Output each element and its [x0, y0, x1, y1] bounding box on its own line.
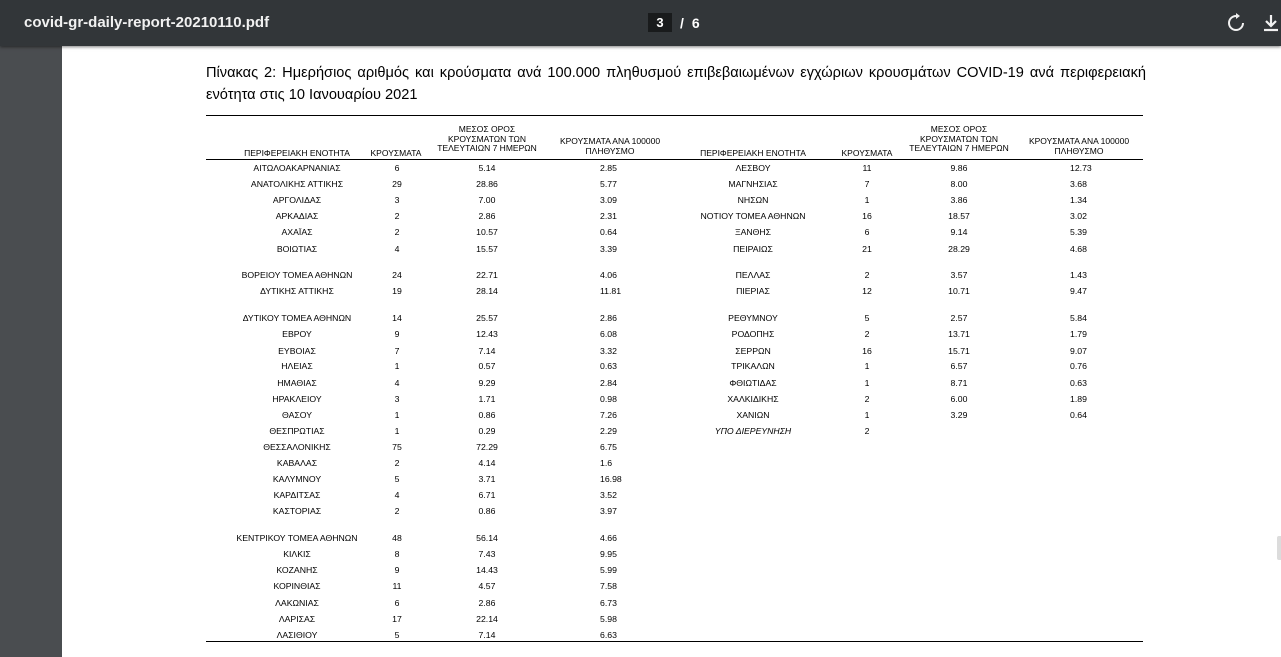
- cell-cases: 4: [394, 244, 400, 254]
- cell-avg7: 3.86: [950, 195, 968, 205]
- cell-region: ΑΡΚΑΔΙΑΣ: [275, 211, 319, 221]
- cell-region: ΜΑΓΝΗΣΙΑΣ: [728, 179, 778, 189]
- cell-avg7: 8.00: [950, 179, 968, 189]
- cell-avg7: 3.57: [950, 270, 968, 280]
- cell-avg7: 22.14: [476, 614, 498, 624]
- cell-cases: 17: [392, 614, 402, 624]
- cell-region: ΑΧΑΪΑΣ: [281, 227, 313, 237]
- cell-region: ΗΡΑΚΛΕΙΟΥ: [272, 394, 322, 404]
- cell-per100k: 0.64: [1070, 410, 1087, 420]
- cell-cases: 1: [864, 195, 870, 205]
- cell-cases: 1: [864, 378, 870, 388]
- cell-cases: 8: [394, 549, 400, 559]
- cell-region: ΞΑΝΘΗΣ: [734, 227, 772, 237]
- cell-per100k: 16.98: [600, 474, 622, 484]
- cell-region: ΚΕΝΤΡΙΚΟΥ ΤΟΜΕΑ ΑΘΗΝΩΝ: [236, 533, 358, 543]
- cell-cases: 29: [392, 179, 402, 189]
- cell-cases: 2: [864, 270, 870, 280]
- cell-region: ΧΑΛΚΙΔΙΚΗΣ: [727, 394, 779, 404]
- cell-region: ΚΟΖΑΝΗΣ: [276, 565, 318, 575]
- cell-cases: 4: [394, 378, 400, 388]
- cell-per100k: 3.68: [1070, 179, 1087, 189]
- cell-region: ΣΕΡΡΩΝ: [735, 346, 771, 356]
- cell-per100k: 12.73: [1070, 163, 1092, 173]
- cell-avg7: 2.86: [478, 598, 496, 608]
- header-rate-left: ΚΡΟΥΣΜΑΤΑ ΑΝΑ 100000 ΠΛΗΘΥΣΜΟ: [559, 136, 661, 156]
- cell-per100k: 4.66: [600, 533, 617, 543]
- cell-region: ΦΘΙΩΤΙΔΑΣ: [729, 378, 777, 388]
- page-number-input[interactable]: 3: [648, 13, 672, 32]
- cell-avg7: 9.29: [478, 378, 496, 388]
- cell-cases: 2: [394, 227, 400, 237]
- document-title: covid-gr-daily-report-20210110.pdf: [24, 14, 270, 31]
- cell-avg7: 28.29: [948, 244, 970, 254]
- cell-per100k: 5.99: [600, 565, 617, 575]
- cell-region: ΒΟΡΕΙΟΥ ΤΟΜΕΑ ΑΘΗΝΩΝ: [241, 270, 353, 280]
- cell-region: ΔΥΤΙΚΗΣ ΑΤΤΙΚΗΣ: [260, 286, 334, 296]
- cell-cases: 3: [394, 394, 400, 404]
- cell-per100k: 3.52: [600, 490, 617, 500]
- cell-avg7: 1.71: [478, 394, 496, 404]
- cell-avg7: 10.71: [948, 286, 970, 296]
- viewer-margin: [0, 46, 62, 657]
- cell-per100k: 9.07: [1070, 346, 1087, 356]
- cell-avg7: 56.14: [476, 533, 498, 543]
- cell-avg7: 7.14: [478, 630, 496, 640]
- cell-cases: 11: [392, 581, 402, 591]
- cell-per100k: 1.79: [1070, 329, 1087, 339]
- pdf-page: [62, 46, 1281, 657]
- cell-per100k: 2.29: [600, 426, 617, 436]
- cell-per100k: 3.02: [1070, 211, 1087, 221]
- cell-avg7: 5.14: [478, 163, 496, 173]
- cell-avg7: 9.14: [950, 227, 968, 237]
- cell-per100k: 6.63: [600, 630, 617, 640]
- cell-avg7: 7.43: [478, 549, 496, 559]
- cell-region: ΠΕΙΡΑΙΩΣ: [733, 244, 773, 254]
- cell-region: ΥΠΟ ΔΙΕΡΕΥΝΗΣΗ: [714, 426, 792, 436]
- cell-avg7: 15.71: [948, 346, 970, 356]
- cell-avg7: 4.14: [478, 458, 496, 468]
- cell-avg7: 13.71: [948, 329, 970, 339]
- rotate-icon[interactable]: [1225, 12, 1247, 34]
- cell-avg7: 28.86: [476, 179, 498, 189]
- cell-avg7: 25.57: [476, 313, 498, 323]
- cell-per100k: 7.26: [600, 410, 617, 420]
- cell-per100k: 0.98: [600, 394, 617, 404]
- cell-per100k: 0.64: [600, 227, 617, 237]
- cell-avg7: 10.57: [476, 227, 498, 237]
- cell-avg7: 22.71: [476, 270, 498, 280]
- cell-per100k: 2.84: [600, 378, 617, 388]
- cell-cases: 16: [862, 346, 872, 356]
- cell-cases: 2: [864, 394, 870, 404]
- cell-cases: 5: [394, 630, 400, 640]
- cell-region: ΔΥΤΙΚΟΥ ΤΟΜΕΑ ΑΘΗΝΩΝ: [242, 313, 352, 323]
- cell-region: ΛΑΡΙΣΑΣ: [278, 614, 316, 624]
- cell-region: ΑΝΑΤΟΛΙΚΗΣ ΑΤΤΙΚΗΣ: [250, 179, 344, 189]
- cell-cases: 9: [394, 329, 400, 339]
- cell-per100k: 2.86: [600, 313, 617, 323]
- cell-region: ΚΟΡΙΝΘΙΑΣ: [273, 581, 321, 591]
- cell-per100k: 11.81: [600, 286, 622, 296]
- cell-cases: 2: [394, 211, 400, 221]
- cell-per100k: 1.6: [600, 458, 613, 468]
- cell-region: ΠΕΛΛΑΣ: [735, 270, 771, 280]
- cell-per100k: 3.32: [600, 346, 617, 356]
- cell-region: ΗΛΕΙΑΣ: [281, 361, 313, 371]
- cell-cases: 24: [392, 270, 402, 280]
- cell-per100k: 9.47: [1070, 286, 1087, 296]
- cell-cases: 5: [394, 474, 400, 484]
- cell-avg7: 6.00: [950, 394, 968, 404]
- cell-cases: 75: [392, 442, 402, 452]
- cell-avg7: 0.86: [478, 506, 496, 516]
- cell-avg7: 28.14: [476, 286, 498, 296]
- cell-per100k: 0.63: [600, 361, 617, 371]
- cell-cases: 1: [394, 410, 400, 420]
- cell-avg7: 3.29: [950, 410, 968, 420]
- cell-per100k: 5.39: [1070, 227, 1087, 237]
- cell-region: ΗΜΑΘΙΑΣ: [277, 378, 317, 388]
- page-navigator: [648, 13, 700, 32]
- cell-cases: 1: [864, 361, 870, 371]
- cell-per100k: 5.77: [600, 179, 617, 189]
- cell-cases: 12: [862, 286, 872, 296]
- cell-avg7: 4.57: [478, 581, 496, 591]
- cell-cases: 6: [394, 598, 400, 608]
- cell-cases: 1: [864, 410, 870, 420]
- cell-cases: 16: [862, 211, 872, 221]
- cell-region: ΚΙΛΚΙΣ: [283, 549, 311, 559]
- header-region-right: ΠΕΡΙΦΕΡΕΙΑΚΗ ΕΝΟΤΗΤΑ: [700, 148, 806, 158]
- cell-region: ΝΟΤΙΟΥ ΤΟΜΕΑ ΑΘΗΝΩΝ: [700, 211, 806, 221]
- cell-region: ΘΕΣΠΡΩΤΙΑΣ: [269, 426, 325, 436]
- cell-cases: 14: [392, 313, 402, 323]
- cell-cases: 48: [392, 533, 402, 543]
- page-separator: /: [680, 14, 684, 31]
- cell-avg7: 15.57: [476, 244, 498, 254]
- cell-region: ΚΑΡΔΙΤΣΑΣ: [273, 490, 321, 500]
- header-avg-left: ΜΕΣΟΣ ΟΡΟΣ ΚΡΟΥΣΜΑΤΩΝ ΤΩΝ ΤΕΛΕΥΤΑΙΩΝ 7 ΗΜΕΡΩΝ: [437, 124, 537, 153]
- cell-avg7: 7.14: [478, 346, 496, 356]
- cell-region: ΕΥΒΟΙΑΣ: [278, 346, 316, 356]
- cell-avg7: 0.86: [478, 410, 496, 420]
- table-top-rule: [206, 115, 1143, 116]
- cell-cases: 19: [392, 286, 402, 296]
- cell-region: ΡΕΘΥΜΝΟΥ: [728, 313, 778, 323]
- cell-avg7: 0.29: [478, 426, 496, 436]
- cell-per100k: 3.39: [600, 244, 617, 254]
- cell-avg7: 14.43: [476, 565, 498, 575]
- cell-avg7: 2.57: [950, 313, 968, 323]
- cell-cases: 21: [862, 244, 872, 254]
- cell-avg7: 7.00: [478, 195, 496, 205]
- cell-avg7: 9.86: [950, 163, 968, 173]
- cell-avg7: 72.29: [476, 442, 498, 452]
- cell-region: ΚΑΣΤΟΡΙΑΣ: [272, 506, 322, 516]
- cell-per100k: 3.09: [600, 195, 617, 205]
- cell-per100k: 1.34: [1070, 195, 1087, 205]
- cell-per100k: 4.68: [1070, 244, 1087, 254]
- cell-per100k: 5.84: [1070, 313, 1087, 323]
- header-bottom-rule: [206, 159, 1143, 160]
- cell-cases: 6: [864, 227, 870, 237]
- cell-cases: 1: [394, 426, 400, 436]
- cell-region: ΒΟΙΩΤΙΑΣ: [276, 244, 318, 254]
- cell-region: ΛΕΣΒΟΥ: [735, 163, 771, 173]
- download-icon[interactable]: [1260, 12, 1281, 34]
- scroll-indicator[interactable]: [1277, 536, 1281, 560]
- cell-per100k: 6.08: [600, 329, 617, 339]
- cell-avg7: 18.57: [948, 211, 970, 221]
- cell-per100k: 0.63: [1070, 378, 1087, 388]
- cell-avg7: 6.57: [950, 361, 968, 371]
- cell-avg7: 0.57: [478, 361, 496, 371]
- cell-cases: 7: [394, 346, 400, 356]
- cell-region: ΡΟΔΟΠΗΣ: [731, 329, 775, 339]
- header-cases-left: ΚΡΟΥΣΜΑΤΑ: [370, 148, 422, 158]
- cell-per100k: 2.31: [600, 211, 617, 221]
- cell-region: ΧΑΝΙΩΝ: [736, 410, 770, 420]
- cell-region: ΛΑΚΩΝΙΑΣ: [275, 598, 319, 608]
- cell-region: ΑΙΤΩΛΟΑΚΑΡΝΑΝΙΑΣ: [253, 163, 341, 173]
- cell-per100k: 0.76: [1070, 361, 1087, 371]
- cell-region: ΘΕΣΣΑΛΟΝΙΚΗΣ: [263, 442, 331, 452]
- cell-region: ΝΗΣΩΝ: [737, 195, 769, 205]
- page-total: 6: [691, 14, 700, 31]
- cell-per100k: 5.98: [600, 614, 617, 624]
- cell-region: ΛΑΣΙΘΙΟΥ: [276, 630, 318, 640]
- header-cases-right: ΚΡΟΥΣΜΑΤΑ: [841, 148, 893, 158]
- table-caption: Πίνακας 2: Ημερήσιος αριθμός και κρούσματα ανά 100.000 πληθυσμού επιβεβαιωμένων εγχώριων κρουσμάτων COVID-19 ανά περιφερειακή ενότητα στις 10 Ιανουαρίου 2021: [206, 65, 1146, 103]
- cell-per100k: 1.89: [1070, 394, 1087, 404]
- table-bottom-rule: [206, 641, 1143, 642]
- cell-cases: 9: [394, 565, 400, 575]
- cell-region: ΑΡΓΟΛΙΔΑΣ: [272, 195, 322, 205]
- cell-per100k: 1.43: [1070, 270, 1087, 280]
- header-avg-right: ΜΕΣΟΣ ΟΡΟΣ ΚΡΟΥΣΜΑΤΩΝ ΤΩΝ ΤΕΛΕΥΤΑΙΩΝ 7 ΗΜΕΡΩΝ: [909, 124, 1009, 153]
- cell-region: ΠΙΕΡΙΑΣ: [736, 286, 770, 296]
- cell-cases: 4: [394, 490, 400, 500]
- cell-cases: 2: [864, 426, 870, 436]
- header-rate-right: ΚΡΟΥΣΜΑΤΑ ΑΝΑ 100000 ΠΛΗΘΥΣΜΟ: [1028, 136, 1130, 156]
- cell-cases: 2: [394, 458, 400, 468]
- cell-cases: 2: [864, 329, 870, 339]
- cell-avg7: 2.86: [478, 211, 496, 221]
- pdf-toolbar: [0, 0, 1281, 46]
- cell-cases: 6: [394, 163, 400, 173]
- cell-region: ΤΡΙΚΑΛΩΝ: [731, 361, 775, 371]
- cell-avg7: 8.71: [950, 378, 968, 388]
- cell-cases: 2: [394, 506, 400, 516]
- cell-cases: 1: [394, 361, 400, 371]
- cell-region: ΕΒΡΟΥ: [282, 329, 312, 339]
- cell-region: ΘΑΣΟΥ: [281, 410, 313, 420]
- cell-avg7: 6.71: [478, 490, 496, 500]
- cell-cases: 5: [864, 313, 870, 323]
- cell-per100k: 2.85: [600, 163, 617, 173]
- cell-region: ΚΑΒΑΛΑΣ: [276, 458, 318, 468]
- cell-per100k: 6.73: [600, 598, 617, 608]
- cell-per100k: 9.95: [600, 549, 617, 559]
- cell-cases: 7: [864, 179, 870, 189]
- cell-per100k: 6.75: [600, 442, 617, 452]
- cell-per100k: 7.58: [600, 581, 617, 591]
- cell-per100k: 3.97: [600, 506, 617, 516]
- cell-per100k: 4.06: [600, 270, 617, 280]
- cell-cases: 11: [862, 163, 872, 173]
- header-region-left: ΠΕΡΙΦΕΡΕΙΑΚΗ ΕΝΟΤΗΤΑ: [244, 148, 350, 158]
- cell-avg7: 3.71: [478, 474, 496, 484]
- cell-region: ΚΑΛΥΜΝΟΥ: [272, 474, 322, 484]
- cell-avg7: 12.43: [476, 329, 498, 339]
- cell-cases: 3: [394, 195, 400, 205]
